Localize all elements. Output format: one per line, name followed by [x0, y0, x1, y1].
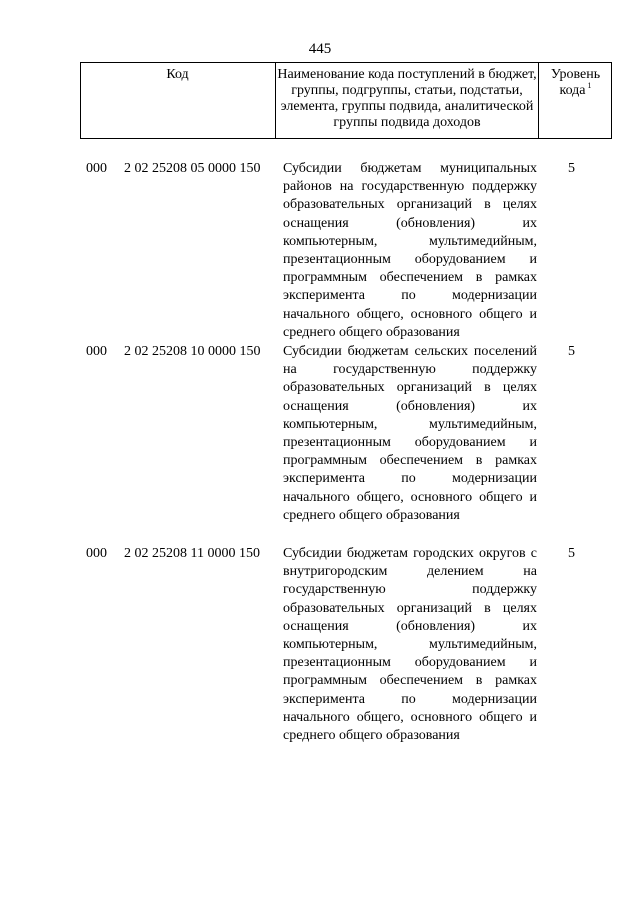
header-level-label: Уровень кода: [550, 67, 601, 98]
row-name: Субсидии бюджетам муниципальных районов на государственную поддержку образовательных организаций в целях оснащения (обновления) их компьютерным, мультимедийным, презентационным оборудованием и программным обеспечением в рамках эксперимента по модернизации начального общего, основного общего и среднего общего образования: [283, 161, 537, 340]
header-level: [539, 67, 612, 99]
row-revenue-code: 2 02 25208 10 0000 150: [124, 344, 261, 359]
header-name: Наименование кода поступлений в бюджет, группы, подгруппы, статьи, подстатьи, элемента, группы подвида, аналитической группы подвида доходов: [277, 67, 537, 130]
row-admin-code: 000: [86, 546, 107, 561]
row-name: Субсидии бюджетам сельских поселений на государственную поддержку образовательных организаций в целях оснащения (обновления) их компьютерным, мультимедийным, презентационным оборудованием и программным обеспечением в рамках эксперимента по модернизации начального общего, основного общего и среднего общего образования: [283, 344, 537, 523]
row-revenue-code: 2 02 25208 11 0000 150: [124, 546, 260, 561]
row-level: 5: [568, 161, 575, 176]
header-level-footnote: 1: [587, 81, 592, 91]
row-admin-code: 000: [86, 161, 107, 176]
row-admin-code: 000: [86, 344, 107, 359]
row-level: 5: [568, 344, 575, 359]
row-level: 5: [568, 546, 575, 561]
page-number: 445: [308, 41, 332, 57]
table-header: [80, 62, 612, 139]
header-code: Код: [166, 67, 189, 82]
row-revenue-code: 2 02 25208 05 0000 150: [124, 161, 261, 176]
row-name: Субсидии бюджетам городских округов с внутригородским делением на государственную поддержку образовательных организаций в целях оснащения (обновления) их компьютерным, мультимедийным, презентационным оборудованием и программным обеспечением в рамках эксперимента по модернизации начального общего, основного общего и среднего общего образования: [283, 546, 537, 744]
